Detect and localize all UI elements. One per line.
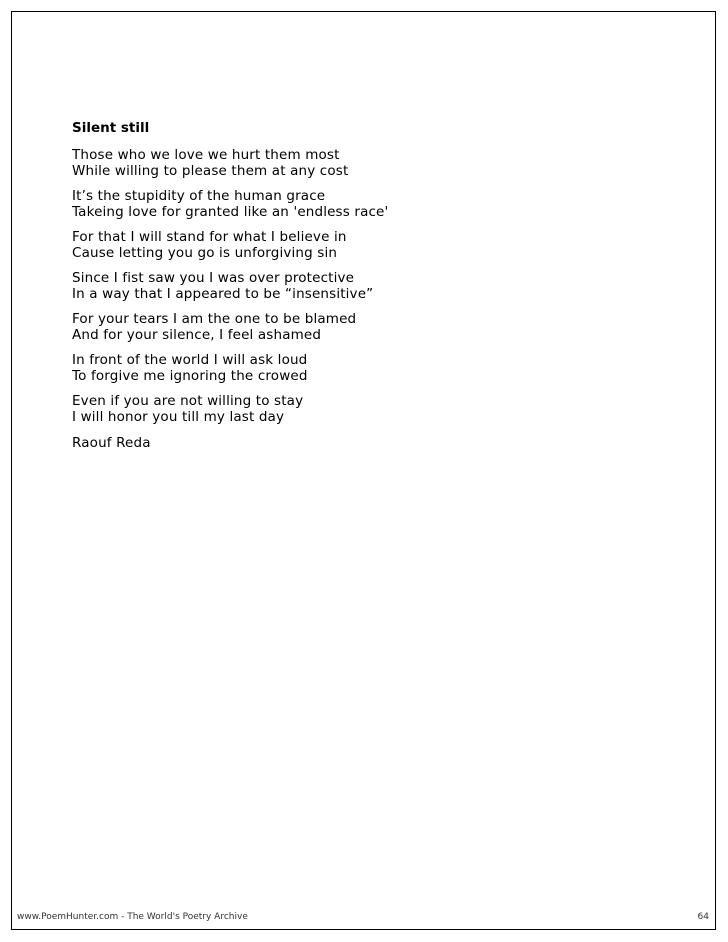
poem-line: For that I will stand for what I believe in: [72, 229, 347, 245]
poem-line: Those who we love we hurt them most: [72, 147, 340, 163]
poem-title: Silent still: [72, 120, 150, 136]
poem-line: For your tears I am the one to be blamed: [72, 311, 357, 327]
poem-line: To forgive me ignoring the crowed: [72, 367, 308, 384]
footer-source: www.PoemHunter.com - The World's Poetry Archive: [17, 912, 248, 922]
poem-line: In front of the world I will ask loud: [72, 352, 308, 368]
poem-line: It’s the stupidity of the human grace: [72, 188, 326, 204]
poem-line: Even if you are not willing to stay: [72, 393, 304, 409]
stanza-2: [72, 189, 672, 220]
poem-author: Raouf Reda: [72, 435, 151, 451]
stanza-4: [72, 271, 672, 302]
poem-line: I will honor you till my last day: [72, 408, 285, 425]
stanza-5: [72, 312, 672, 343]
stanza-7: [72, 394, 672, 425]
page-number: 64: [697, 912, 709, 922]
poem: [72, 120, 672, 451]
poem-line: In a way that I appeared to be “insensitive”: [72, 285, 374, 302]
poem-line: And for your silence, I feel ashamed: [72, 326, 322, 343]
stanza-1: [72, 148, 672, 179]
poem-line: Since I fist saw you I was over protective: [72, 270, 355, 286]
stanza-6: [72, 353, 672, 384]
poem-line: While willing to please them at any cost: [72, 162, 349, 179]
poem-line: Cause letting you go is unforgiving sin: [72, 244, 338, 261]
poem-line: Takeing love for granted like an 'endless race': [72, 203, 389, 220]
stanza-3: [72, 230, 672, 261]
